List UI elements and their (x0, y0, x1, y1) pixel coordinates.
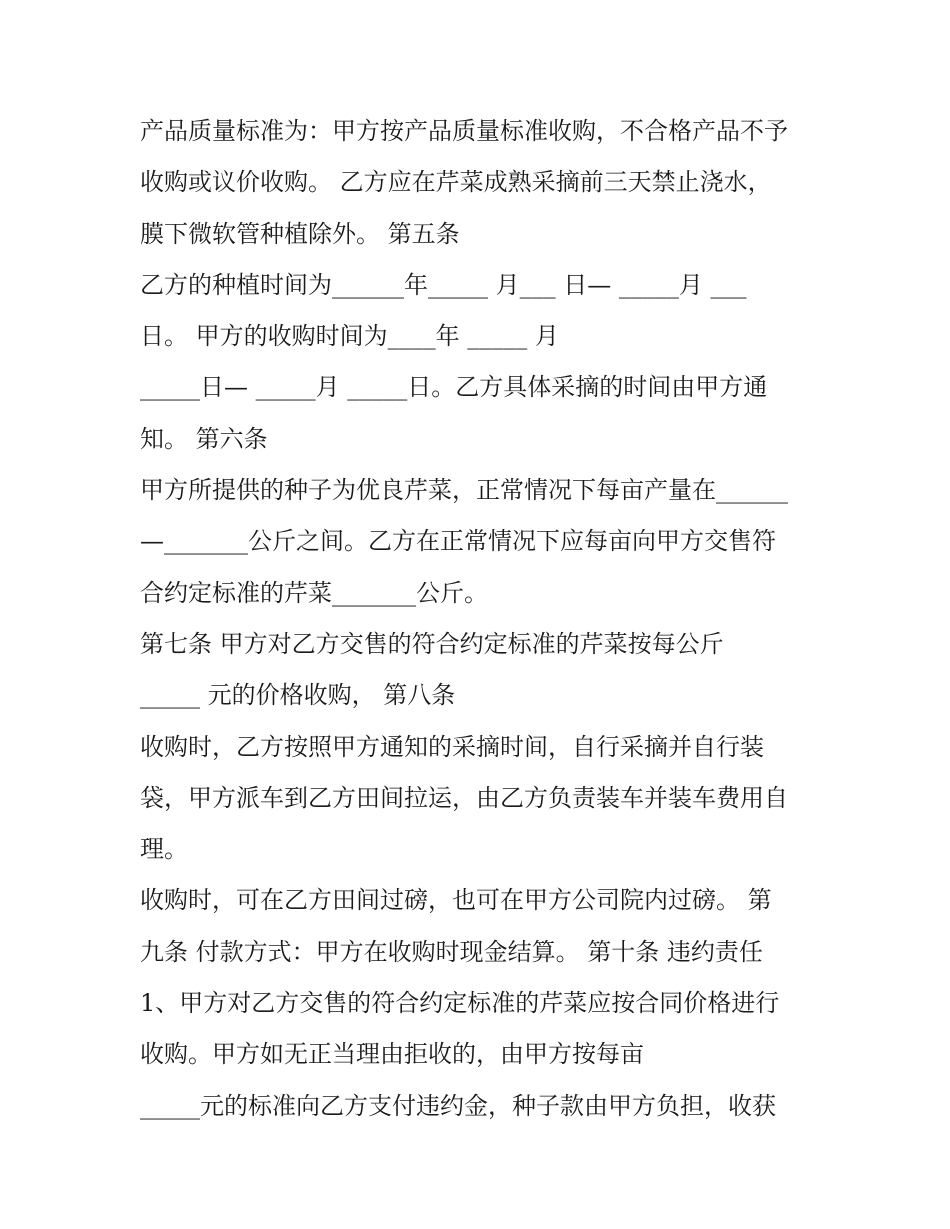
text-line-7: 知。 第六条 (140, 424, 268, 453)
text-line-6: _____日— _____月 _____日。乙方具体采摘的时间由甲方通 (140, 373, 768, 402)
text-line-17: 九条 付款方式：甲方在收购时现金结算。 第十条 违约责任 (140, 937, 763, 966)
text-line-11: 第七条 甲方对乙方交售的符合约定标准的芹菜按每公斤 (140, 629, 724, 658)
text-line-5: 日。 甲方的收购时间为____年 _____ 月 (140, 322, 559, 351)
text-line-16: 收购时，可在乙方田间过磅，也可在甲方公司院内过磅。 第 (140, 886, 772, 915)
contract-text-body (140, 106, 820, 1132)
text-line-2: 收购或议价收购。 乙方应在芹菜成熟采摘前三天禁止浇水， (140, 168, 772, 197)
text-line-14: 袋，甲方派车到乙方田间拉运，由乙方负责装车并装车费用自 (140, 783, 788, 812)
text-line-3: 膜下微软管种植除外。 第五条 (140, 219, 460, 248)
text-line-12: _____ 元的价格收购， 第八条 (140, 681, 456, 710)
text-line-15: 理。 (140, 835, 188, 864)
text-line-1: 产品质量标准为：甲方按产品质量标准收购，不合格产品不予 (140, 117, 788, 145)
text-line-20: _____元的标准向乙方支付违约金，种子款由甲方负担，收获 (140, 1091, 776, 1120)
text-line-13: 收购时，乙方按照甲方通知的采摘时间，自行采摘并自行装 (140, 732, 764, 761)
text-line-18: 1、甲方对乙方交售的符合约定标准的芹菜应按合同价格进行 (140, 989, 780, 1018)
text-line-8: 甲方所提供的种子为优良芹菜，正常情况下每亩产量在______ (140, 476, 788, 505)
text-line-4: 乙方的种植时间为______年_____ 月___ 日— _____月 ___ (140, 270, 747, 299)
text-line-19: 收购。甲方如无正当理由拒收的，由甲方按每亩 (140, 1040, 644, 1069)
text-line-10: 合约定标准的芹菜_______公斤。 (140, 578, 488, 607)
text-line-9: —_______公斤之间。乙方在正常情况下应每亩向甲方交售符 (140, 527, 776, 556)
